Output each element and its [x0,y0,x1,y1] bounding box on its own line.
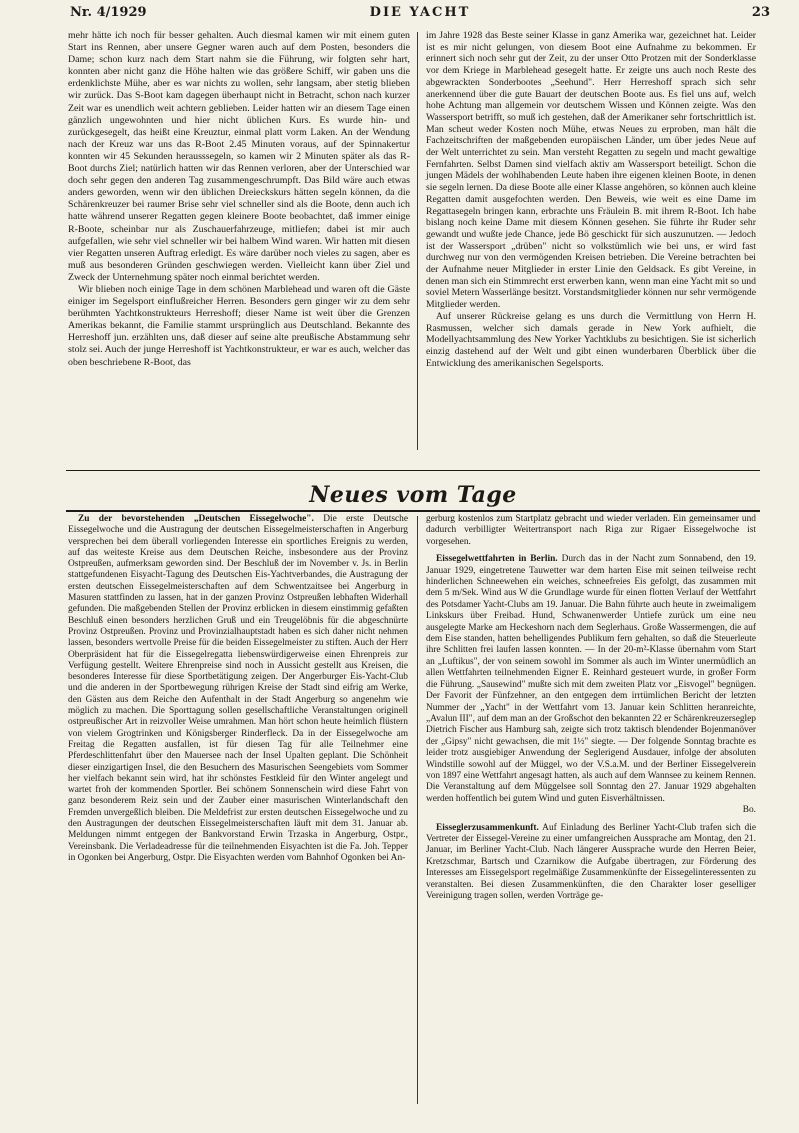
magazine-title: DIE YACHT [369,5,471,20]
issue-number: Nr. 4/1929 [70,5,147,20]
section-rule-top [66,470,760,471]
article-paragraph: Wir blieben noch einige Tage in dem schönen Marblehead und waren oft die Gäste einiger im Segelsport einflußreicher Herren. Besonders gern ginger wir zu dem sehr berühmten Yachtkonstrukteurs Herreshoff; dieser Name ist weit über die Grenzen Amerikas bekannt, die Familie stammt ursprünglich aus Deutschland. Bekannte des Herreshoff jun. erzählten uns, daß dieser auf seine alte preußische Abstammung sehr stolz sei. Auch der junge Herreshoff ist Yachtkonstrukteur, er war es auch, welcher das oben beschriebene R-Boot, das [68,283,410,368]
article-paragraph: im Jahre 1928 das Beste seiner Klasse in ganz Amerika war, gezeichnet hat. Leider ist es mir nicht gelungen, von diesem Boot eine Aufnahme zu bekommen. Er erinnert sich noch sehr gut der Zeit, zu der unser Otto Protzen mit der Sonderklasse vor dem Kriege in Marblehead gesegelt hatte. Er zeigte uns auch noch Reste des abgewrackten Sonderbootes „Seehund". Herr Herreshoff sprach sich sehr anerkennend über die gute Bauart der deutschen Boote aus. Es fiel uns auf, welch hohe Achtung man allgemein vor deutschem Wissen und Können zeigte. Was den Wassersport betrifft, so muß ich gestehen, daß der Amerikaner sehr fortschrittlich ist. Man scheut weder Kosten noch Mühe, etwas Neues zu erproben, man hält die Fachzeitschriften der maßgebenden europäischen Länder, um über jedes Neue auf der Welt unterrichtet zu sein. Man versteht Regatten zu segeln und macht gewaltige Fernfahrten. Selbst Damen sind vielfach aktiv am Wassersport beteiligt. Schon die jungen Mädels der wohlhabenden Leute haben ihre eigenen kleinen Boote, in denen sie segeln lernen. Da diese Boote alle einer Klasse angehören, so können auch kleine Regatten damit ausgefochten werden. Den Beweis, wie weit es eine Dame im Regattasegeln bringen kann, erbrachte uns Fräulein B. mit ihrem R-Boot. Ich habe bislang noch keine Dame mit diesem Können gesehen. Sie führte ihr Ruder sehr gewandt und wußte jede Chance, jede Bö geschickt für sich auszunutzen. — Jedoch ist der Wassersport „drüben" nicht so volkstümlich wie bei uns, er wird fast durchweg nur von den vermögenden Kreisen betrieben. Die Vereine betrachten bei der Aufnahme neuer Mitglieder in erster Linie den Geldsack. Es gibt Vereine, in denen man sich ein Stimmrecht erst erwerben kann, wenn man eine Yacht mit so und soviel Metern Wasserlänge besitzt. Vorstandsmitglieder können nur sehr vermögende Mitglieder werden. [426,30,756,311]
article-column-top-left [68,30,410,455]
column-divider-bottom [417,516,418,1104]
article-paragraph: mehr hätte ich noch für besser gehalten. Auch diesmal kamen wir mit einem guten Start ins Rennen, aber unsere Gegner waren auch auf dem Posten, besonders die Dame; schon kurz nach dem Start nahm sie die Führung, wir folgten sehr hart, konnten aber nicht ganz die Höhe halten wie das größere Schiff, wir gaben uns die erdenklichste Mühe, aber es war nichts zu wollen, sehr langsam, aber stetig blieben wir zurück. Das S-Boot kam dagegen überhaupt nicht in Betracht, schon nach kurzer Zeit war es unendlich weit achtern geblieben. Leider hatten wir an diesem Tage einen gänzlich ungewohnten und hier nicht üblichen Kurs. Es wurde hin- und zurückgesegelt, das heißt eine Kreuztur, einmal platt vorm Laken. An der Wendung nach der Kreuz war uns das R-Boot 2.45 Minuten voraus, auf der Spinnakertur konnten wir 45 Sekunden herausssegeln, so kamen wir 2 Minuten später als das R-Boot durchs Ziel; natürlich hatten wir das Rennen verloren, aber der Unterschied war doch sehr gegen den anderen Tag zusammengeschrumpft. Das Bild wäre auch etwas anders geworden, wenn wir den üblichen Dreieckskurs hätten segeln können, da die Schärenkreuzer bei raumer Brise sehr viel schneller sind als die Boote, denn auch ich hatte während unserer Regatten gegen kleinere Boote beobachtet, daß immer einige R-Boote, scheinbar nur als Zuschauerfahrzeuge, mitliefen; dabei ist mir auch aufgefallen, wie sehr viel schneller wir bei halbem Wind waren. Wir hatten mit diesen vier Regatten unseren Auftrag erledigt. Es wäre darüber noch vieles zu sagen, aber es muß aus besonderen Gründen geschwiegen werden. Vielleicht kann über Ziel und Zweck der Unternehmung später noch einmal berichtet werden. [68,30,410,283]
column-divider-top [417,32,418,450]
news-heading: Zu der bevorstehenden „Deutschen Eissegelwoche". [78,514,314,524]
news-continuation: gerburg kostenlos zum Startplatz gebracht und wieder verladen. Ein gemeinsamer und dadurch verbilligter Weitertransport nach Riga zur Rigaer Eissegelwoche ist vorgesehen. [426,514,756,547]
news-column-right [426,514,756,1104]
news-text: Auf Einladung des Berliner Yacht-Club trafen sich die Vertreter der Eissegel-Vereine zu einer umfangreichen Aussprache am Montag, den 21. Januar, im Berliner Yacht-Club. Nach längerer Aussprache wurde den Herren Beier, Kretzschmar, Bartsch und Czarnikow die Aufgabe übertragen, zur Förderung des Interesses am Eissegelsport regelmäßige Zusammenkünfte der Eissegelinteressenten zu veranstalten. Bei diesen Zusammenkünften, die den Charakter loser geselliger Vereinigung tragen sollen, werden Vorträge ge- [426,822,756,901]
article-paragraph: Auf unserer Rückreise gelang es uns durch die Vermittlung von Herrn H. Rasmussen, welcher sich damals gerade in New York aufhielt, die Modellyachtsammlung des New Yorker Yachtklubs zu besichtigen. Sie ist sicherlich einzig dastehend auf der Welt und gibt einen wunderbaren Überblick über die Entwicklung des amerikanischen Segelsports. [426,310,756,369]
page-number: 23 [751,5,770,20]
author-signature: Bo. [742,805,756,816]
news-column-left [68,514,408,1104]
article-column-top-right [426,30,756,450]
news-heading: Eisseglerzusammenkunft. [436,822,539,833]
page-header [70,5,770,23]
news-heading: Eissegelwettfahrten in Berlin. [436,554,558,565]
section-title: Neues vom Tage [309,482,517,508]
section-rule-bottom [66,510,760,512]
news-text: Die erste Deutsche Eissegelwoche und die Austragung der deutschen Eissegelmeisterschaften in Angerburg versprechen bei dem überall vorliegenden Interesse ein sportliches Ereignis zu werden, auf das weiteste Kreise aus dem Deutschen Reiche, insbesondere aus der Provinz Ostpreußen, aufmerksam geworden sind. Der Beschluß der im November v. Js. in Berlin stattgefundenen Eisyacht-Tagung des Deutschen Eis-Yachtverbandes, die Austragung der ersten deutschen Eissegelmeisterschaften auf dem Schwentzaitsee bei Angerburg in Masuren stattfinden zu lassen, hat in der ganzen Provinz Ostpreußen lebhaften Widerhall gefunden. Die maßgebenden Stellen der Provinz erblicken in diesem einstimmig gefaßten Beschluß einen besonders herzlichen Gruß und ein Treugelöbnis für die abgeschnürte Provinz Ostpreußen. Provinz und Provinzialhauptstadt haben es sich daher nicht nehmen lassen, besonders wertvolle Preise für die beiden Eissegelmeister zu stiften. Auch der Herr Oberpräsident hat für die Eissegelregatta liebenswürdigerweise einen Ehrenpreis zur Verfügung gestellt. Weitere Ehrenpreise sind noch in Aussicht gestellt aus Kreisen, die besonderes Interesse für diese Sportbetätigung zeigen. Der Angerburger Eis-Yacht-Club und die anderen in der Sportbewegung rührigen Kreise der Stadt sind eifrig am Werke, den Gästen aus dem Reiche den Aufenthalt in der Stadt Angerburg so angenehm wie möglich zu machen. Die Sporttagung sollen gesellschaftliche Veranstaltungen originell ostpreußischer Art in reizvoller Weise umrahmen. Man hört schon heute heimlich flüstern von vielem Grogtrinken und Königsberger Rinderfleck. Da in der Eissegelwoche am Freitag die Regatten ausfallen, ist für diesen Tag für alle Teilnehmer eine Pferdeschlittenfahrt über den Mauersee nach der Insel Upalten geplant. Die Schönheit dieser einzigartigen Insel, die den Besuchern des Masurischen Seengebiets vom Sommer her vielfach bekannt sein wird, hat ihr schönstes Festkleid für den Winter angelegt und wartet froh der kommenden Sportler. Bei schönem Sonnenschein wird diese Fahrt von ganz besonderem Reiz sein und der Zauber einer masurischen Winterlandschaft den Fremden unvergeßlich bleiben. Die Meldefrist zur ersten deutschen Eissegelwoche und zu den Austragungen der deutschen Eissegelmeisterschaften läuft mit dem 31. Januar ab. Meldungen nimmt entgegen der Bankvorstand Erwin Trzaska in Angerburg, Ostpr., Vereinsbank. Die Verladeadresse für die teilnehmenden Eisyachten ist die Fa. Joh. Tepper in Ogonken bei Angerburg, Ostpr. Die Eisyachten werden vom Bahnhof Ogonken bei An- [68,514,408,863]
news-text: Durch das in der Nacht zum Sonnabend, den 19. Januar 1929, eingetretene Tauwetter war dem harten Eise mit seinen teilweise recht hinderlichen Schneewehen ein weiches, schneefreies Eis gefolgt, das zusammen mit dem 5 m/Sek. Wind aus W die Grundlage wurde für einen flotten Verlauf der Wettfahrt des Potsdamer Yacht-Clubs am 19. Januar. Die Bahn führte auch heute in zweimaligem Linkskurs über Freibad. Hund, Schwanenwerder Untiefe zurück um eine neu ausgelegte Marke am Heckeshorn nach dem Seglerhaus. Große Wassermengen, die auf dem Eise standen, hatten behelligendes Publikum fern gehalten, so daß die Steuerleute ihre Schlitten frei laufen lassen konnten. — In der 20-m²-Klasse übernahm vom Start an „Luftikus", der von seinem sowohl im Sommer als auch im Winter unermüdlich an allen Wettfahrten teilnehmenden Eigner E. Reinhard gesteuert wurde, in großer Form die Führung. „Sausewind" mußte sich mit dem zweiten Platz vor „Eisvogel" begnügen. Der Favorit der Fünfzehner, an den entgegen dem irrtümlichen Bericht der letzten Nummer der „Yacht" in der Wettfahrt vom 13. Januar kein Schlitten heranreichte, „Avalun III", auf dem man an der Großschot den bekannten 22 er Schärenkreuzerseglер Dietrich Fischer aus Hamburg sah, zeigte sich trotz taktisch blendender Bojenmanöver der „Gipsy" nicht gewachsen, die mit 1½" siegte. — Der folgende Sonntag brachte es leider trotz ausgiebiger Anwendung der Seglerigend Ausdauer, infolge der absoluten Windstille sowohl auf der Müggel, wo der V.S.a.M. und der Berliner Eissegelverein von 1897 eine Wettfahrt angesagt hatten, als auch auf dem Wannsee zu keinem Rennen. Die Veranstaltung auf dem Müggelsee soll Sonntag den 27. Januar 1929 abgehalten werden hoffentlich bei gutem Wind und guten Eisverhältnissen. [426,554,756,804]
